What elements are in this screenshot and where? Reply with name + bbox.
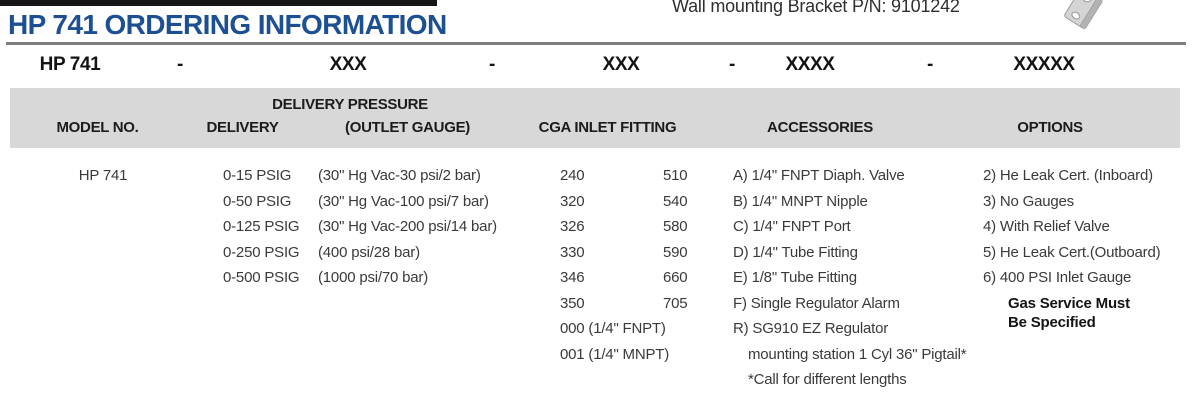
group-header-delivery-pressure: DELIVERY PRESSURE	[272, 96, 428, 113]
options-column	[983, 163, 1160, 291]
cga-value: 660	[663, 269, 688, 286]
outlet-gauge-value: (30" Hg Vac-100 psi/7 bar)	[318, 192, 489, 210]
cga-value: 540	[663, 192, 688, 210]
title-divider-rule	[6, 42, 1186, 45]
order-code-separator: -	[729, 54, 735, 75]
gas-service-note	[1008, 294, 1130, 332]
column-header-options: OPTIONS	[1017, 119, 1083, 136]
option-item: 6) 400 PSI Inlet Gauge	[983, 269, 1132, 286]
wall-bracket-note: Wall mounting Bracket P/N: 9101242	[672, 0, 960, 16]
cga-value: 350	[560, 294, 585, 312]
delivery-value: 0-125 PSIG	[223, 218, 300, 235]
accessory-item: F) Single Regulator Alarm	[733, 294, 900, 312]
column-header-cga-inlet-fitting: CGA INLET FITTING	[538, 119, 677, 136]
cga-value: 590	[663, 243, 688, 261]
cga-inlet-fitting-column-a	[560, 163, 669, 367]
order-code-segment-options: XXXXX	[1013, 54, 1075, 75]
gas-service-note-line: Be Specified	[1008, 314, 1096, 331]
gas-service-note-line: Gas Service Must	[1008, 295, 1130, 312]
option-item: 2) He Leak Cert. (Inboard)	[983, 167, 1153, 184]
outlet-gauge-value: (30" Hg Vac-30 psi/2 bar)	[318, 167, 481, 184]
delivery-column	[223, 163, 299, 291]
column-header-outlet-gauge: (OUTLET GAUGE)	[345, 119, 470, 136]
option-item: 5) He Leak Cert.(Outboard)	[983, 243, 1161, 261]
cga-value: 000 (1/4" FNPT)	[560, 320, 666, 337]
cga-value: 510	[663, 167, 688, 184]
accessories-column	[733, 163, 966, 393]
delivery-value: 0-15 PSIG	[223, 167, 292, 184]
order-code-segment-accessories: XXXX	[785, 54, 835, 75]
order-code-segment-delivery: XXX	[329, 54, 367, 75]
accessory-footnote: *Call for different lengths	[748, 371, 907, 388]
cga-value: 001 (1/4" MNPT)	[560, 345, 670, 363]
top-black-bar	[0, 0, 437, 6]
wall-bracket-icon	[1056, 0, 1112, 32]
accessory-item: D) 1/4" Tube Fitting	[733, 243, 858, 261]
outlet-gauge-value: (30" Hg Vac-200 psi/14 bar)	[318, 218, 497, 235]
delivery-value: 0-250 PSIG	[223, 243, 300, 261]
accessory-item: E) 1/8" Tube Fitting	[733, 269, 857, 286]
delivery-value: 0-50 PSIG	[223, 192, 292, 210]
model-no-value: HP 741	[78, 167, 128, 184]
cga-value: 346	[560, 269, 585, 286]
accessory-item: C) 1/4" FNPT Port	[733, 218, 851, 235]
cga-value: 330	[560, 243, 585, 261]
order-code-model: HP 741	[39, 54, 101, 75]
option-item: 3) No Gauges	[983, 192, 1074, 210]
cga-value: 240	[560, 167, 585, 184]
model-no-cell	[0, 163, 206, 189]
outlet-gauge-value: (1000 psi/70 bar)	[318, 269, 429, 286]
page-title: HP 741 ORDERING INFORMATION	[8, 9, 447, 40]
cga-value: 320	[560, 192, 585, 210]
delivery-value: 0-500 PSIG	[223, 269, 300, 286]
cga-inlet-fitting-column-b	[663, 163, 687, 316]
order-code-row	[0, 52, 1200, 78]
option-item: 4) With Relief Valve	[983, 218, 1110, 235]
order-code-segment-cga: XXX	[602, 54, 640, 75]
accessory-item: A) 1/4" FNPT Diaph. Valve	[733, 167, 905, 184]
column-header-accessories: ACCESSORIES	[767, 119, 873, 136]
cga-value: 580	[663, 218, 688, 235]
outlet-gauge-value: (400 psi/28 bar)	[318, 243, 420, 261]
accessory-item: B) 1/4" MNPT Nipple	[733, 192, 868, 210]
cga-value: 326	[560, 218, 585, 235]
table-header-band	[10, 88, 1180, 148]
accessory-item: R) SG910 EZ Regulator	[733, 320, 889, 337]
order-code-separator: -	[489, 54, 495, 75]
cga-value: 705	[663, 294, 688, 312]
accessory-item-continuation: mounting station 1 Cyl 36" Pigtail*	[748, 345, 967, 363]
order-code-separator: -	[927, 54, 933, 75]
column-header-delivery: DELIVERY	[206, 119, 279, 136]
outlet-gauge-column	[318, 163, 497, 291]
order-code-separator: -	[177, 54, 183, 75]
column-header-model-no: MODEL NO.	[56, 119, 139, 136]
